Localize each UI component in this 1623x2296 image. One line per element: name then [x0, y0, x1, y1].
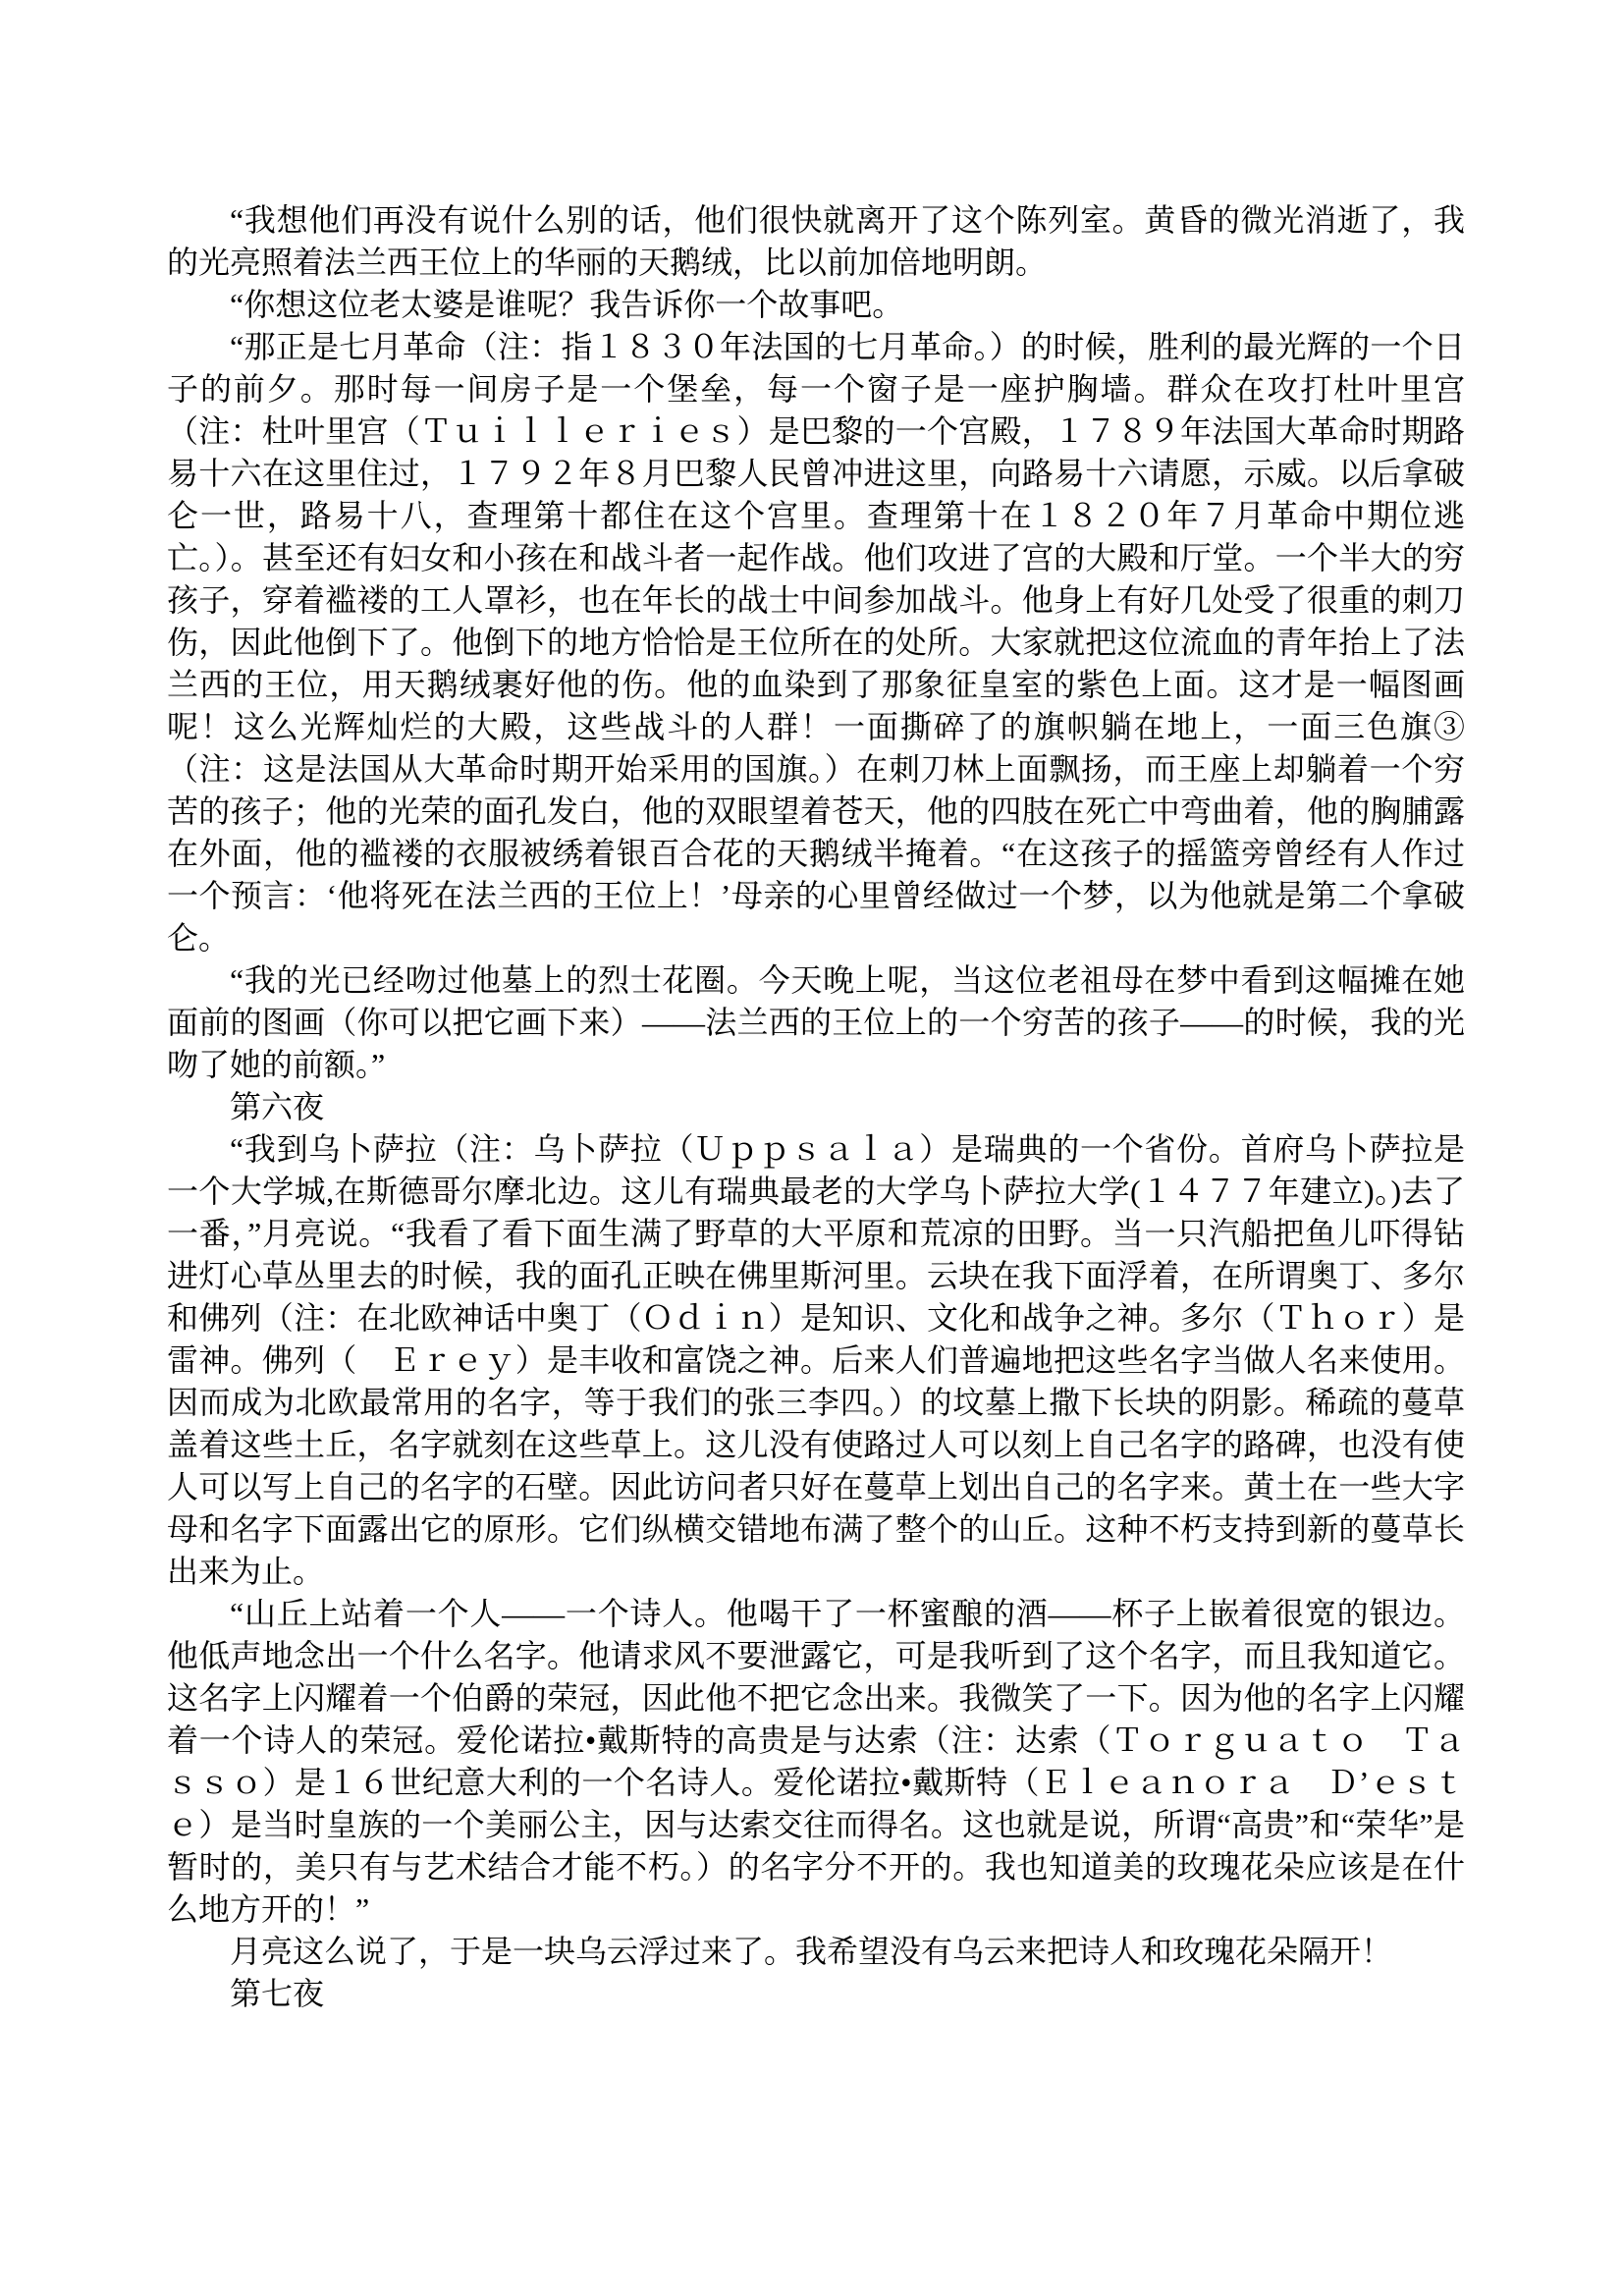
document-page [167, 199, 1465, 2015]
paragraph: “我到乌卜萨拉（注：乌卜萨拉（Ｕｐｐｓａｌａ）是瑞典的一个省份。首府乌卜萨拉是一个大学城,在斯德哥尔摩北边。这儿有瑞典最老的大学乌卜萨拉大学(１４７７年建立)。)去了一番，”月亮说。“我看了看下面生满了野草的大平原和荒凉的田野。当一只汽船把鱼儿吓得钻进灯心草丛里去的时候，我的面孔正映在佛里斯河里。云块在我下面浮着，在所谓奥丁、多尔和佛列（注：在北欧神话中奥丁（Ｏｄｉｎ）是知识、文化和战争之神。多尔（Ｔｈｏｒ）是雷神。佛列（ Ｅｒｅｙ）是丰收和富饶之神。后来人们普遍地把这些名字当做人名来使用。因而成为北欧最常用的名字，等于我们的张三李四。）的坟墓上撒下长块的阴影。稀疏的蔓草盖着这些土丘，名字就刻在这些草上。这儿没有使路过人可以刻上自己名字的路碑，也没有使人可以写上自己的名字的石壁。因此访问者只好在蔓草上划出自己的名字来。黄土在一些大字母和名字下面露出它的原形。它们纵横交错地布满了整个的山丘。这种不朽支持到新的蔓草长出来为止。 [167, 1131, 1465, 1589]
paragraph: “山丘上站着一个人——一个诗人。他喝干了一杯蜜酿的酒——杯子上嵌着很宽的银边。他低声地念出一个什么名字。他请求风不要泄露它，可是我听到了这个名字，而且我知道它。这名字上闪耀着一个伯爵的荣冠，因此他不把它念出来。我微笑了一下。因为他的名字上闪耀着一个诗人的荣冠。爱伦诺拉•戴斯特的高贵是与达索（注：达索（Ｔｏｒｇｕａｔｏ Ｔａｓｓｏ）是１６世纪意大利的一个名诗人。爱伦诺拉•戴斯特（Ｅｌｅａｎｏｒａ Ｄ’ｅｓｔｅ）是当时皇族的一个美丽公主，因与达索交往而得名。这也就是说，所谓“高贵”和“荣华”是暂时的，美只有与艺术结合才能不朽。）的名字分不开的。我也知道美的玫瑰花朵应该是在什么地方开的！” [167, 1596, 1465, 1927]
section-heading: 第七夜 [230, 1976, 325, 2011]
paragraph: “我的光已经吻过他墓上的烈士花圈。今天晚上呢，当这位老祖母在梦中看到这幅摊在她面前的图画（你可以把它画下来）——法兰西的王位上的一个穷苦的孩子——的时候，我的光吻了她的前额。” [167, 962, 1465, 1082]
paragraph: “我想他们再没有说什么别的话，他们很快就离开了这个陈列室。黄昏的微光消逝了，我的光亮照着法兰西王位上的华丽的天鹅绒，比以前加倍地明朗。 [167, 202, 1465, 280]
section-heading: 第六夜 [230, 1089, 325, 1124]
paragraph: “你想这位老太婆是谁呢？我告诉你一个故事吧。 [230, 287, 904, 322]
paragraph: “那正是七月革命（注：指１８３０年法国的七月革命。）的时候，胜利的最光辉的一个日子的前夕。那时每一间房子是一个堡垒，每一个窗子是一座护胸墙。群众在攻打杜叶里宫（注：杜叶里宫（Ｔｕｉｌｌｅｒｉｅｓ）是巴黎的一个宫殿，１７８９年法国大革命时期路易十六在这里住过，１７９２年８月巴黎人民曾冲进这里，向路易十六请愿，示威。以后拿破仑一世，路易十八，查理第十都住在这个宫里。查理第十在１８２０年７月革命中期位逃亡。）。甚至还有妇女和小孩在和战斗者一起作战。他们攻进了宫的大殿和厅堂。一个半大的穷孩子，穿着褴褛的工人罩衫，也在年长的战士中间参加战斗。他身上有好几处受了很重的刺刀伤，因此他倒下了。他倒下的地方恰恰是王位所在的处所。大家就把这位流血的青年抬上了法兰西的王位，用天鹅绒裹好他的伤。他的血染到了那象征皇室的紫色上面。这才是一幅图画呢！这么光辉灿烂的大殿，这些战斗的人群！一面撕碎了的旗帜躺在地上，一面三色旗③（注：这是法国从大革命时期开始采用的国旗。）在刺刀林上面飘扬，而王座上却躺着一个穷苦的孩子；他的光荣的面孔发白，他的双眼望着苍天，他的四肢在死亡中弯曲着，他的胸脯露在外面，他的褴褛的衣服被绣着银百合花的天鹅绒半掩着。“在这孩子的摇篮旁曾经有人作过一个预言：‘他将死在法兰西的王位上！’母亲的心里曾经做过一个梦，以为他就是第二个拿破仑。 [167, 329, 1465, 956]
paragraph: 月亮这么说了，于是一块乌云浮过来了。我希望没有乌云来把诗人和玫瑰花朵隔开！ [230, 1934, 1393, 1969]
